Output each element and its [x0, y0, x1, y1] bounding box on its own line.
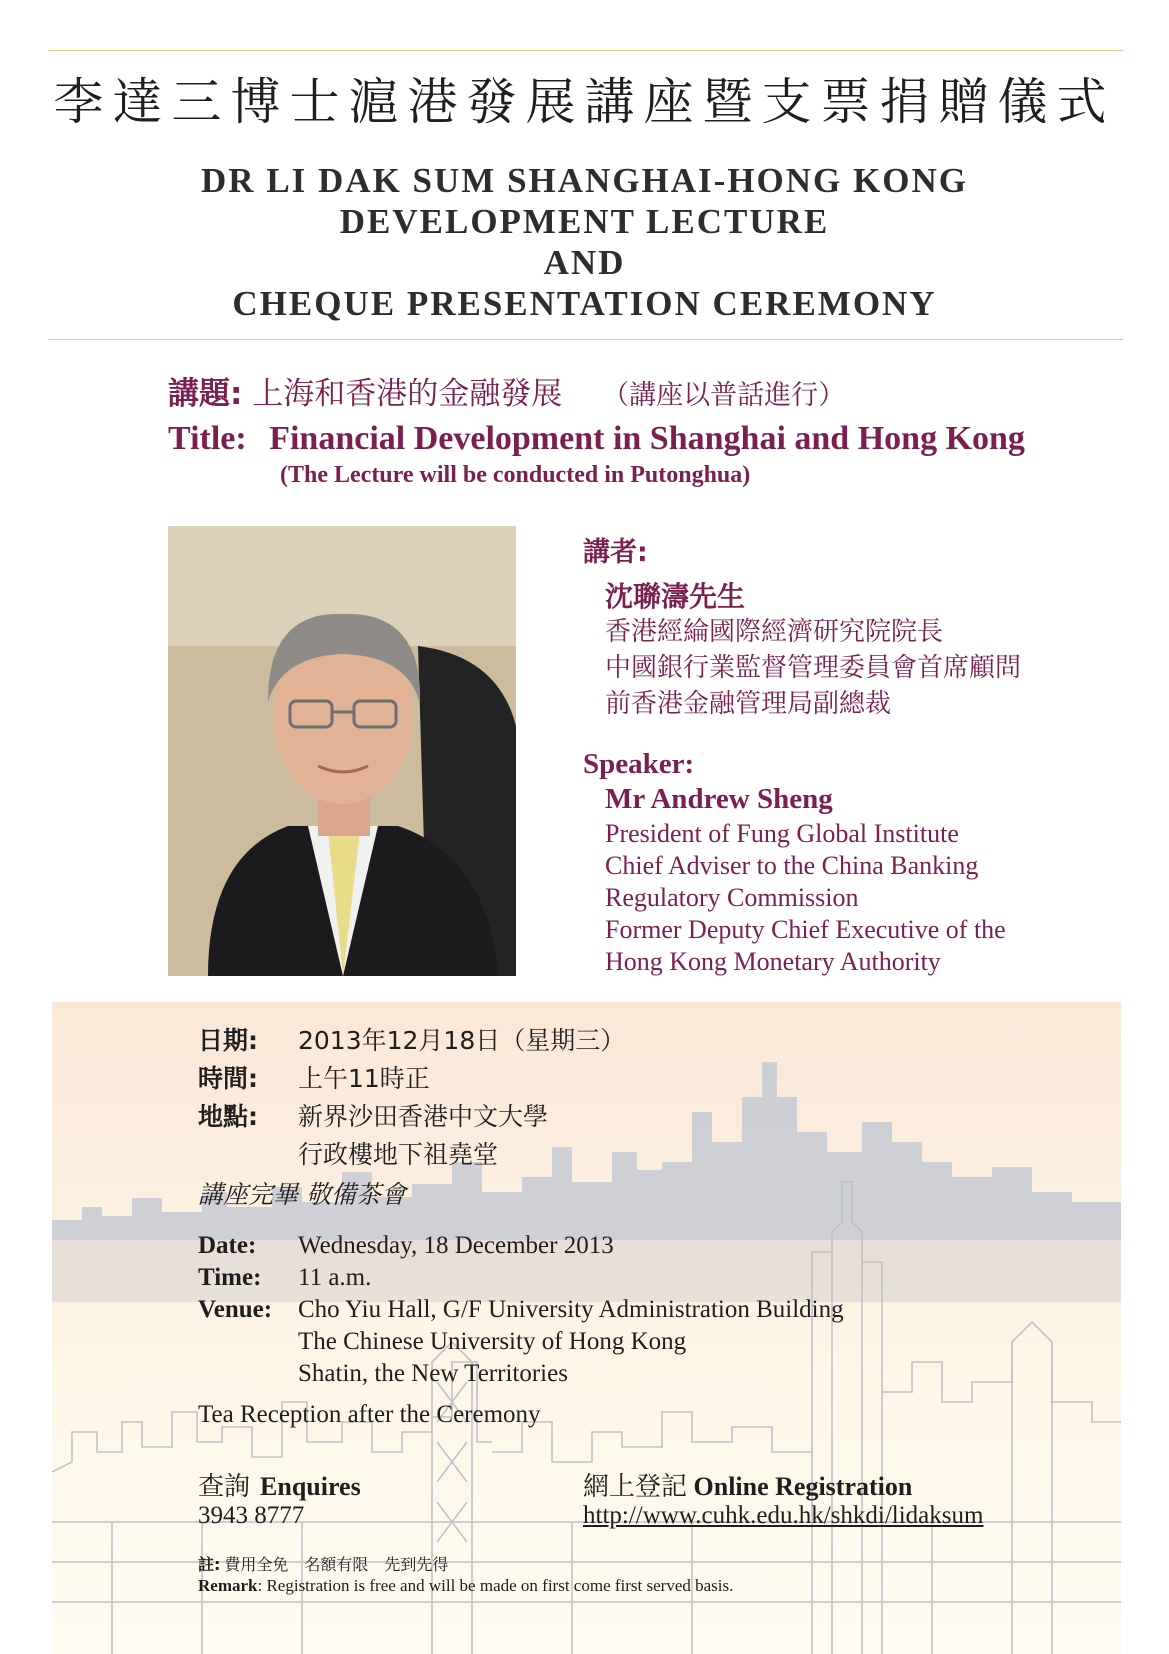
remark-text-en: : Registration is free and will be made on first come first served basis. — [257, 1576, 734, 1595]
details-en — [198, 1230, 844, 1390]
speaker-roles-en — [605, 818, 1006, 978]
tea-note-zh: 講座完畢 敬備茶會 — [198, 1180, 406, 1209]
venue-row-en-3 — [198, 1358, 844, 1390]
remark-text-zh: 費用全免 名額有限 先到先得 — [224, 1555, 449, 1574]
lecture-topic-en: Financial Development in Shanghai and Hong Kong — [269, 420, 1025, 457]
speaker-role-zh: 香港經綸國際經濟研究院院長 — [605, 617, 944, 647]
title-english-line-3: AND — [543, 243, 626, 282]
lecture-title-en — [168, 420, 1025, 458]
lecture-label-en: Title: — [168, 420, 247, 457]
registration-link[interactable]: http://www.cuhk.edu.hk/shkdi/lidaksum — [583, 1502, 984, 1529]
lecture-label-zh: 講題: — [168, 376, 243, 412]
lecture-topic-zh: 上海和香港的金融發展 — [252, 376, 563, 412]
date-value-en: Wednesday, 18 December 2013 — [298, 1232, 614, 1259]
speaker-name-zh: 沈聯濤先生 — [605, 580, 746, 613]
title-english — [0, 160, 1169, 324]
top-divider — [48, 50, 1123, 51]
registration-label-en: Online Registration — [693, 1472, 913, 1501]
venue-label-zh: 地點: — [198, 1102, 258, 1131]
venue-row-en — [198, 1294, 844, 1326]
title-chinese: 李達三博士滬港發展講座暨支票捐贈儀式 — [53, 73, 1116, 131]
remark-en — [198, 1576, 733, 1596]
venue-line-1-zh: 新界沙田香港中文大學 — [298, 1102, 549, 1131]
speaker-role-zh: 前香港金融管理局副總裁 — [605, 689, 892, 719]
speaker-label-zh: 講者: — [583, 537, 648, 568]
tea-note-en: Tea Reception after the Ceremony — [198, 1401, 541, 1428]
venue-label-en: Venue: — [198, 1296, 273, 1323]
venue-line-3-en: Shatin, the New Territories — [298, 1360, 568, 1387]
time-label-zh: 時間: — [198, 1064, 258, 1093]
speaker-photo — [168, 526, 516, 976]
venue-row-en-2 — [198, 1326, 844, 1358]
speaker-role-zh: 中國銀行業監督管理委員會首席顧問 — [605, 653, 1022, 683]
venue-row-zh — [198, 1098, 625, 1136]
registration-heading — [583, 1466, 912, 1503]
title-english-line-4: CHEQUE PRESENTATION CEREMONY — [232, 284, 937, 323]
speaker-role-en: Regulatory Commission — [605, 883, 859, 912]
remark-label-en: Remark — [198, 1576, 258, 1595]
enquiry-label-en: Enquires — [260, 1472, 361, 1501]
remark-label-zh: 註: — [198, 1555, 221, 1574]
title-english-line-2: DEVELOPMENT LECTURE — [339, 202, 830, 241]
time-label-en: Time: — [198, 1264, 262, 1291]
lecture-title-zh — [168, 368, 845, 413]
details-zh — [198, 1022, 625, 1174]
lecture-language-note-zh: （講座以普話進行） — [602, 380, 846, 411]
speaker-role-en: President of Fung Global Institute — [605, 819, 959, 848]
venue-line-2-zh: 行政樓地下祖堯堂 — [298, 1140, 499, 1169]
speaker-label-en: Speaker: — [583, 748, 695, 780]
time-value-en: 11 a.m. — [298, 1264, 372, 1291]
speaker-roles-zh — [605, 614, 1021, 722]
speaker-role-en: Hong Kong Monetary Authority — [605, 947, 941, 976]
lecture-language-note-en: (The Lecture will be conducted in Putonghua) — [280, 462, 751, 488]
date-row-en — [198, 1230, 844, 1262]
enquiry-phone: 3943 8777 — [198, 1502, 305, 1529]
speaker-portrait-illustration — [168, 526, 516, 976]
time-row-zh — [198, 1060, 625, 1098]
date-label-en: Date: — [198, 1232, 257, 1259]
venue-line-1-en: Cho Yiu Hall, G/F University Administration Building — [298, 1296, 844, 1323]
time-row-en — [198, 1262, 844, 1294]
speaker-role-en: Former Deputy Chief Executive of the — [605, 915, 1006, 944]
date-row-zh — [198, 1022, 625, 1060]
title-english-line-1: DR LI DAK SUM SHANGHAI-HONG KONG — [201, 161, 968, 200]
date-label-zh: 日期: — [198, 1026, 258, 1055]
speaker-role-en: Chief Adviser to the China Banking — [605, 851, 979, 880]
remark-zh — [198, 1552, 448, 1575]
enquiry-heading — [198, 1466, 361, 1503]
time-value-zh: 上午11時正 — [298, 1064, 430, 1093]
date-value-zh: 2013年12月18日（星期三） — [298, 1026, 626, 1055]
venue-line-2-en: The Chinese University of Hong Kong — [298, 1328, 687, 1355]
middle-divider — [48, 339, 1123, 340]
venue-row-zh-2 — [198, 1136, 625, 1174]
enquiry-label-zh: 查詢 — [198, 1472, 251, 1502]
speaker-name-en: Mr Andrew Sheng — [605, 783, 833, 815]
registration-label-zh: 網上登記 — [583, 1472, 688, 1502]
